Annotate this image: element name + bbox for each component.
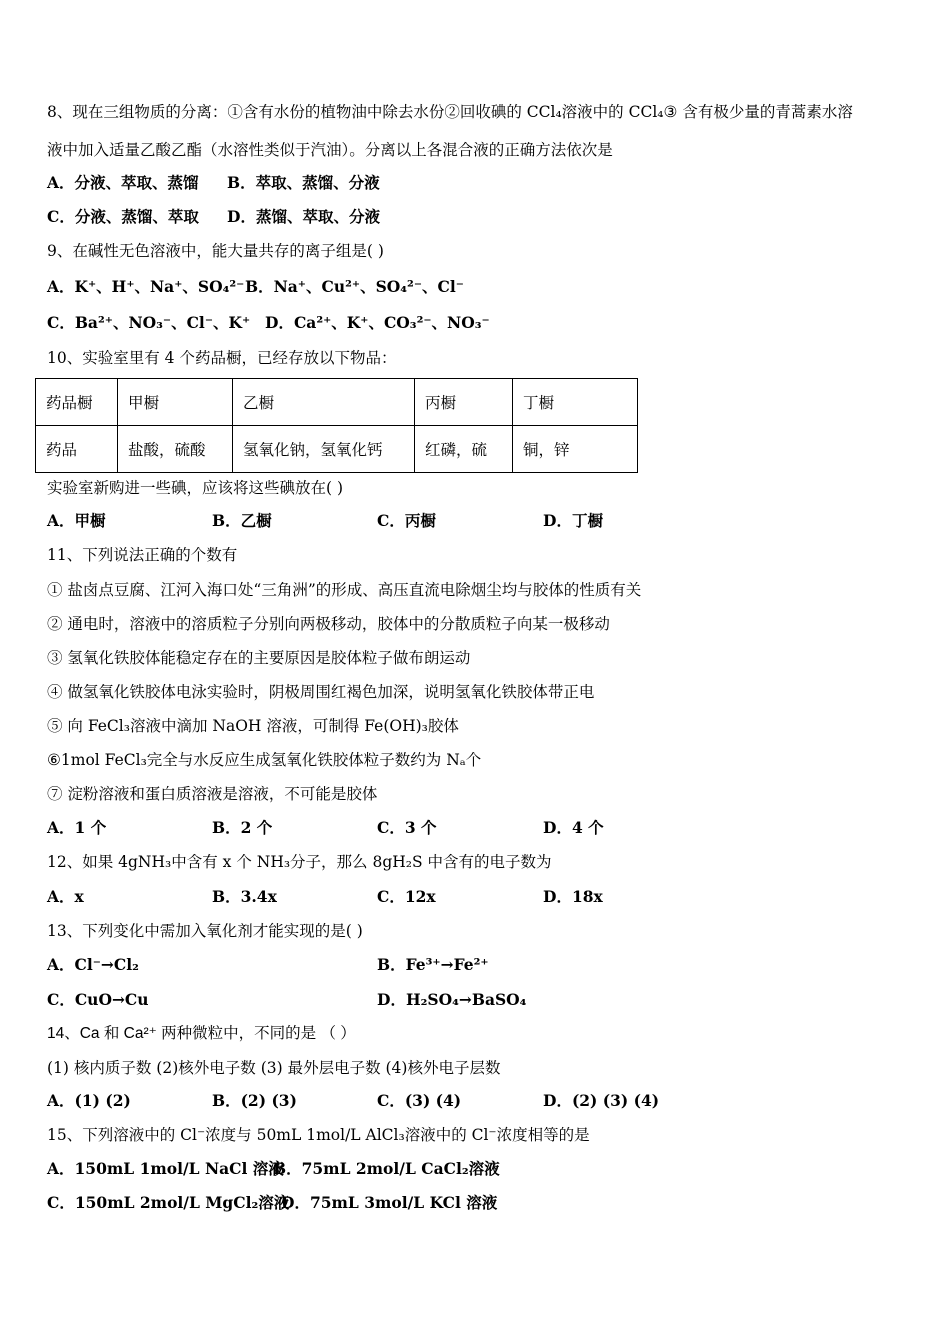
q12-option-a: A．x [47, 887, 84, 906]
q15-option-a: A．150mL 1mol/L NaCl 溶液 [47, 1159, 284, 1178]
q11-statement-4: ④ 做氢氧化铁胶体电泳实验时，阴极周围红褐色加深，说明氢氧化铁胶体带正电 [47, 683, 595, 701]
q14-items: (1) 核内质子数 (2)核外电子数 (3) 最外层电子数 (4)核外电子层数 [47, 1059, 501, 1077]
q15-stem: 15、下列溶液中的 Cl⁻浓度与 50mL 1mol/L AlCl₃溶液中的 Cl⁻浓度相等的是 [47, 1126, 590, 1144]
q12-stem: 12、如果 4gNH₃中含有 x 个 NH₃分子，那么 8gH₂S 中含有的电子数为 [47, 853, 552, 871]
q12-option-d: D．18x [543, 887, 603, 906]
table-cell: 乙橱 [233, 379, 415, 426]
q10-option-c: C．丙橱 [377, 511, 436, 530]
table-row [36, 379, 638, 426]
table-cell: 药品 [36, 426, 118, 473]
q9-option-a: A．K⁺、H⁺、Na⁺、SO₄²⁻ [47, 277, 245, 296]
cabinet-table [35, 378, 638, 473]
q8-option-a: A．分液、萃取、蒸馏 [47, 173, 199, 192]
q12-option-c: C．12x [377, 887, 436, 906]
table-cell: 丙橱 [415, 379, 513, 426]
q10-stem: 10、实验室里有 4 个药品橱，已经存放以下物品： [47, 349, 397, 367]
q9-option-b: B．Na⁺、Cu²⁺、SO₄²⁻、Cl⁻ [245, 277, 464, 296]
q8-stem-line1: 8、现在三组物质的分离：①含有水份的植物油中除去水份②回收碘的 CCl₄溶液中的 CCl₄③ 含有极少量的青蒿素水溶 [47, 103, 853, 121]
q15-option-b: B．75mL 2mol/L CaCl₂溶液 [273, 1159, 500, 1178]
q8-stem-line2: 液中加入适量乙酸乙酯（水溶性类似于汽油）。分离以上各混合液的正确方法依次是 [47, 141, 613, 159]
q11-option-d: D．4 个 [543, 818, 604, 837]
q13-option-b: B．Fe³⁺→Fe²⁺ [377, 955, 489, 974]
q8-option-c: C．分液、蒸馏、萃取 [47, 207, 199, 226]
q15-option-d: D．75mL 3mol/L KCl 溶液 [281, 1193, 498, 1212]
q11-option-b: B．2 个 [212, 818, 273, 837]
q13-stem: 13、下列变化中需加入氧化剂才能实现的是( ) [47, 922, 363, 940]
q11-statement-3: ③ 氢氧化铁胶体能稳定存在的主要原因是胶体粒子做布朗运动 [47, 649, 471, 667]
q13-option-a: A．Cl⁻→Cl₂ [47, 955, 139, 974]
q11-statement-5: ⑤ 向 FeCl₃溶液中滴加 NaOH 溶液，可制得 Fe(OH)₃胶体 [47, 717, 459, 735]
table-cell: 红磷，硫 [415, 426, 513, 473]
table-row [36, 426, 638, 473]
q10-option-b: B．乙橱 [212, 511, 272, 530]
q11-statement-2: ② 通电时，溶液中的溶质粒子分别向两极移动，胶体中的分散质粒子向某一极移动 [47, 615, 610, 633]
table-cell: 盐酸，硫酸 [118, 426, 233, 473]
table-cell: 铜，锌 [513, 426, 638, 473]
q11-stem: 11、下列说法正确的个数有 [47, 546, 238, 564]
table-cell: 氢氧化钠，氢氧化钙 [233, 426, 415, 473]
q11-statement-7: ⑦ 淀粉溶液和蛋白质溶液是溶液，不可能是胶体 [47, 785, 378, 803]
table-cell: 药品橱 [36, 379, 118, 426]
q12-option-b: B．3.4x [212, 887, 277, 906]
q14-option-a: A．(1) (2) [47, 1091, 131, 1110]
q14-stem: 14、Ca 和 Ca²⁺ 两种微粒中，不同的是 （ ） [47, 1025, 356, 1042]
q9-option-c: C．Ba²⁺、NO₃⁻、Cl⁻、K⁺ [47, 313, 251, 332]
q11-option-c: C．3 个 [377, 818, 437, 837]
q11-statement-6: ⑥1mol FeCl₃完全与水反应生成氢氧化铁胶体粒子数约为 Nₐ个 [47, 751, 482, 769]
q10-option-a: A．甲橱 [47, 511, 106, 530]
q14-option-d: D．(2) (3) (4) [543, 1091, 660, 1110]
q14-option-b: B．(2) (3) [212, 1091, 297, 1110]
table-cell: 丁橱 [513, 379, 638, 426]
q10-option-d: D．丁橱 [543, 511, 603, 530]
q8-option-b: B．萃取、蒸馏、分液 [227, 173, 380, 192]
q11-statement-1: ① 盐卤点豆腐、江河入海口处“三角洲”的形成、高压直流电除烟尘均与胶体的性质有关 [47, 581, 642, 599]
q14-option-c: C．(3) (4) [377, 1091, 462, 1110]
table-cell: 甲橱 [118, 379, 233, 426]
q13-option-d: D．H₂SO₄→BaSO₄ [377, 990, 527, 1009]
q15-option-c: C．150mL 2mol/L MgCl₂溶液 [47, 1193, 290, 1212]
q9-option-d: D．Ca²⁺、K⁺、CO₃²⁻、NO₃⁻ [265, 313, 490, 332]
q9-stem: 9、在碱性无色溶液中，能大量共存的离子组是( ) [47, 242, 384, 260]
q10-question: 实验室新购进一些碘，应该将这些碘放在( ) [47, 479, 344, 497]
q13-option-c: C．CuO→Cu [47, 990, 149, 1009]
q11-option-a: A．1 个 [47, 818, 107, 837]
q8-option-d: D．蒸馏、萃取、分液 [227, 207, 380, 226]
